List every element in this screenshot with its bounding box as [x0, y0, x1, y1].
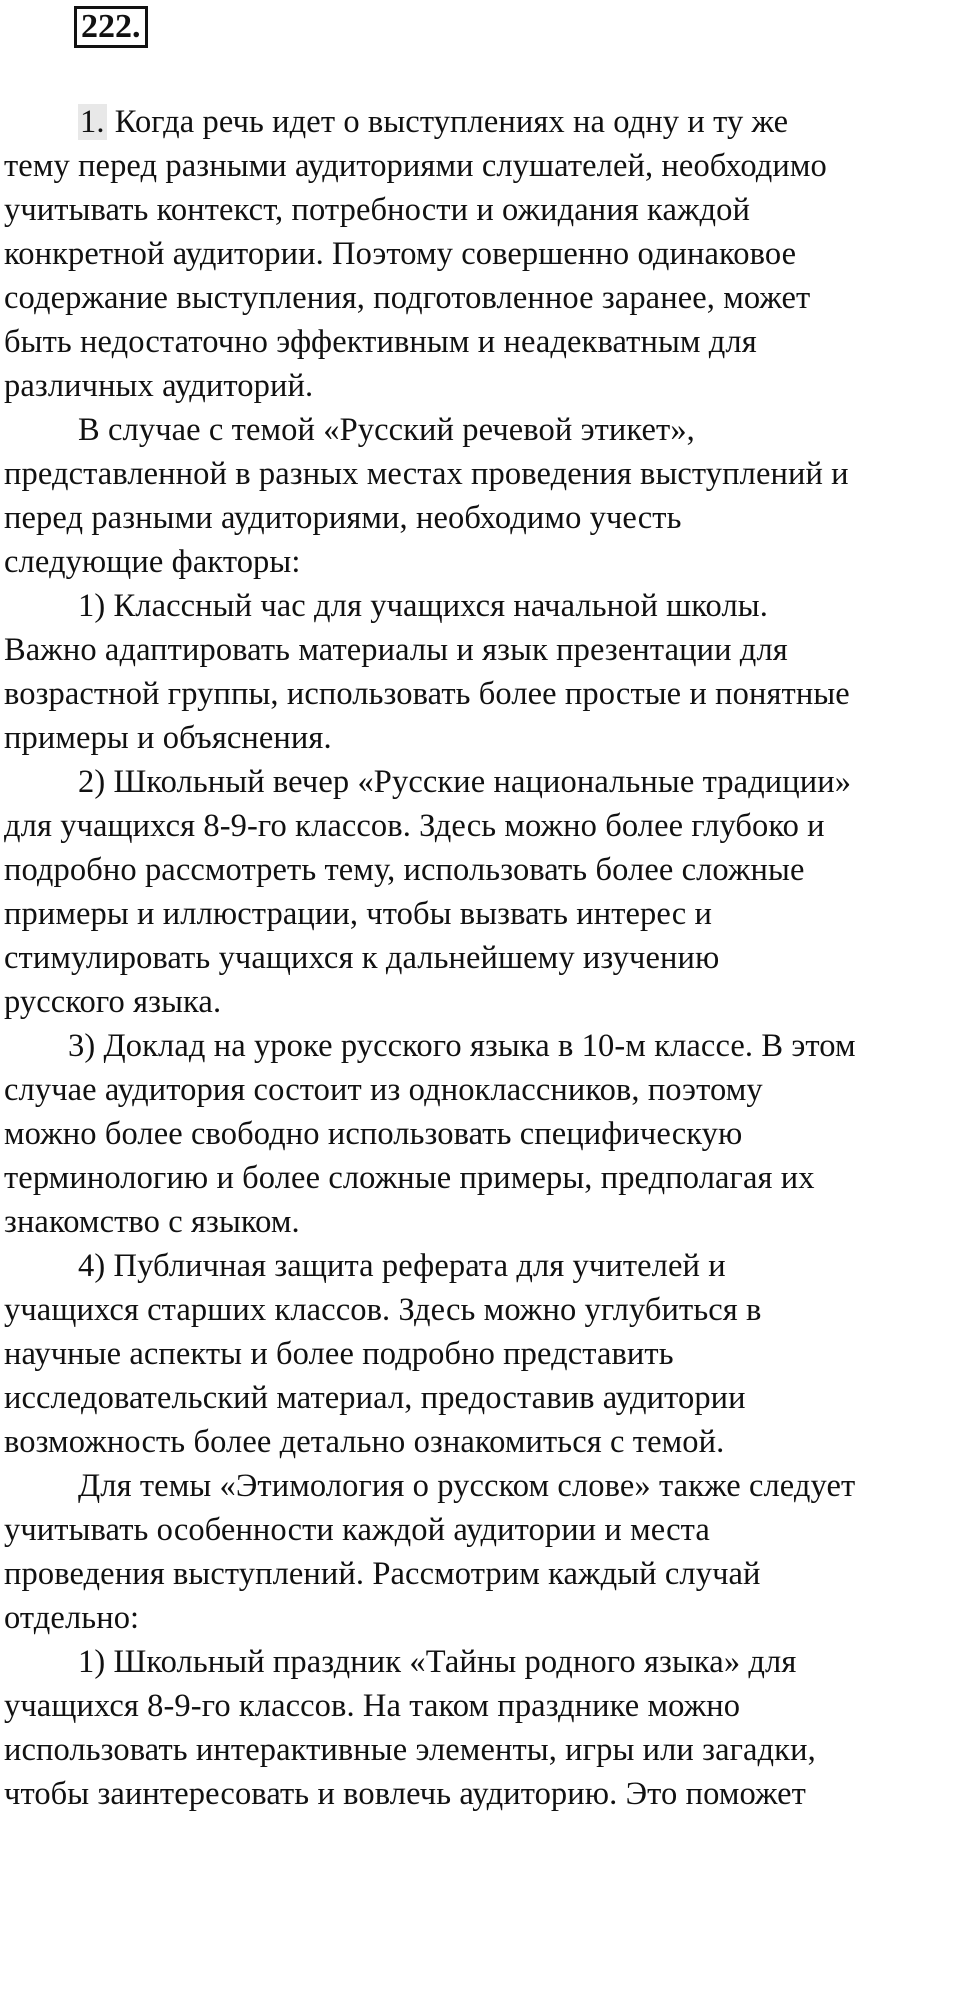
text-line: 4) Публичная защита реферата для учителей и: [78, 1248, 726, 1284]
text-line: содержание выступления, подготовленное заранее, может: [4, 280, 811, 316]
text-line: использовать интерактивные элементы, игры или загадки,: [4, 1732, 816, 1768]
text-line: учитывать особенности каждой аудитории и места: [4, 1512, 710, 1548]
text-line: можно более свободно использовать специфическую: [4, 1116, 743, 1152]
text-line: 3) Доклад на уроке русского языка в 10-м классе. В этом: [68, 1028, 856, 1064]
text-line: подробно рассмотреть тему, использовать более сложные: [4, 852, 805, 888]
text-line: следующие факторы:: [4, 544, 301, 580]
text-line: научные аспекты и более подробно представить: [4, 1336, 674, 1372]
text-line: проведения выступлений. Рассмотрим каждый случай: [4, 1556, 761, 1592]
text-line: тему перед разными аудиториями слушателей, необходимо: [4, 148, 827, 184]
text-line: Важно адаптировать материалы и язык презентации для: [4, 632, 788, 668]
text-line: 1) Классный час для учащихся начальной школы.: [78, 588, 768, 624]
task-number: 222.: [74, 6, 148, 48]
text-line: [4, 100, 956, 144]
text-line: отдельно:: [4, 1600, 140, 1636]
text-line: примеры и иллюстрации, чтобы вызвать интерес и: [4, 896, 712, 932]
item-marker: 1.: [80, 104, 105, 140]
text-line: знакомство с языком.: [4, 1204, 300, 1240]
text-line: возрастной группы, использовать более простые и понятные: [4, 676, 850, 712]
text-line: различных аудиторий.: [4, 368, 314, 404]
answer-text: [4, 100, 956, 1816]
text-line: чтобы заинтересовать и вовлечь аудиторию. Это поможет: [4, 1776, 806, 1812]
text-line: исследовательский материал, предоставив аудитории: [4, 1380, 746, 1416]
text-line: русского языка.: [4, 984, 222, 1020]
text-line: Для темы «Этимология о русском слове» также следует: [78, 1468, 856, 1504]
text-line: быть недостаточно эффективным и неадекватным для: [4, 324, 757, 360]
text-line: перед разными аудиториями, необходимо учесть: [4, 500, 682, 536]
text-line: представленной в разных местах проведения выступлений и: [4, 456, 849, 492]
text-line: конкретной аудитории. Поэтому совершенно одинаковое: [4, 236, 797, 272]
text-line: стимулировать учащихся к дальнейшему изучению: [4, 940, 720, 976]
text-line: В случае с темой «Русский речевой этикет»,: [78, 412, 695, 448]
text-line: для учащихся 8-9-го классов. Здесь можно более глубоко и: [4, 808, 825, 844]
text-line: возможность более детально ознакомиться с темой.: [4, 1424, 725, 1460]
text-line: учащихся старших классов. Здесь можно углубиться в: [4, 1292, 762, 1328]
text-line: случае аудитория состоит из одноклассников, поэтому: [4, 1072, 763, 1108]
text-line-content: Когда речь идет о выступлениях на одну и ту же: [106, 104, 789, 140]
text-line: учащихся 8-9-го классов. На таком празднике можно: [4, 1688, 741, 1724]
text-line: терминологию и более сложные примеры, предполагая их: [4, 1160, 815, 1196]
text-line: учитывать контекст, потребности и ожидания каждой: [4, 192, 751, 228]
text-line: примеры и объяснения.: [4, 720, 332, 756]
text-line: 1) Школьный праздник «Тайны родного языка» для: [78, 1644, 797, 1680]
text-line: 2) Школьный вечер «Русские национальные традиции»: [78, 764, 852, 800]
